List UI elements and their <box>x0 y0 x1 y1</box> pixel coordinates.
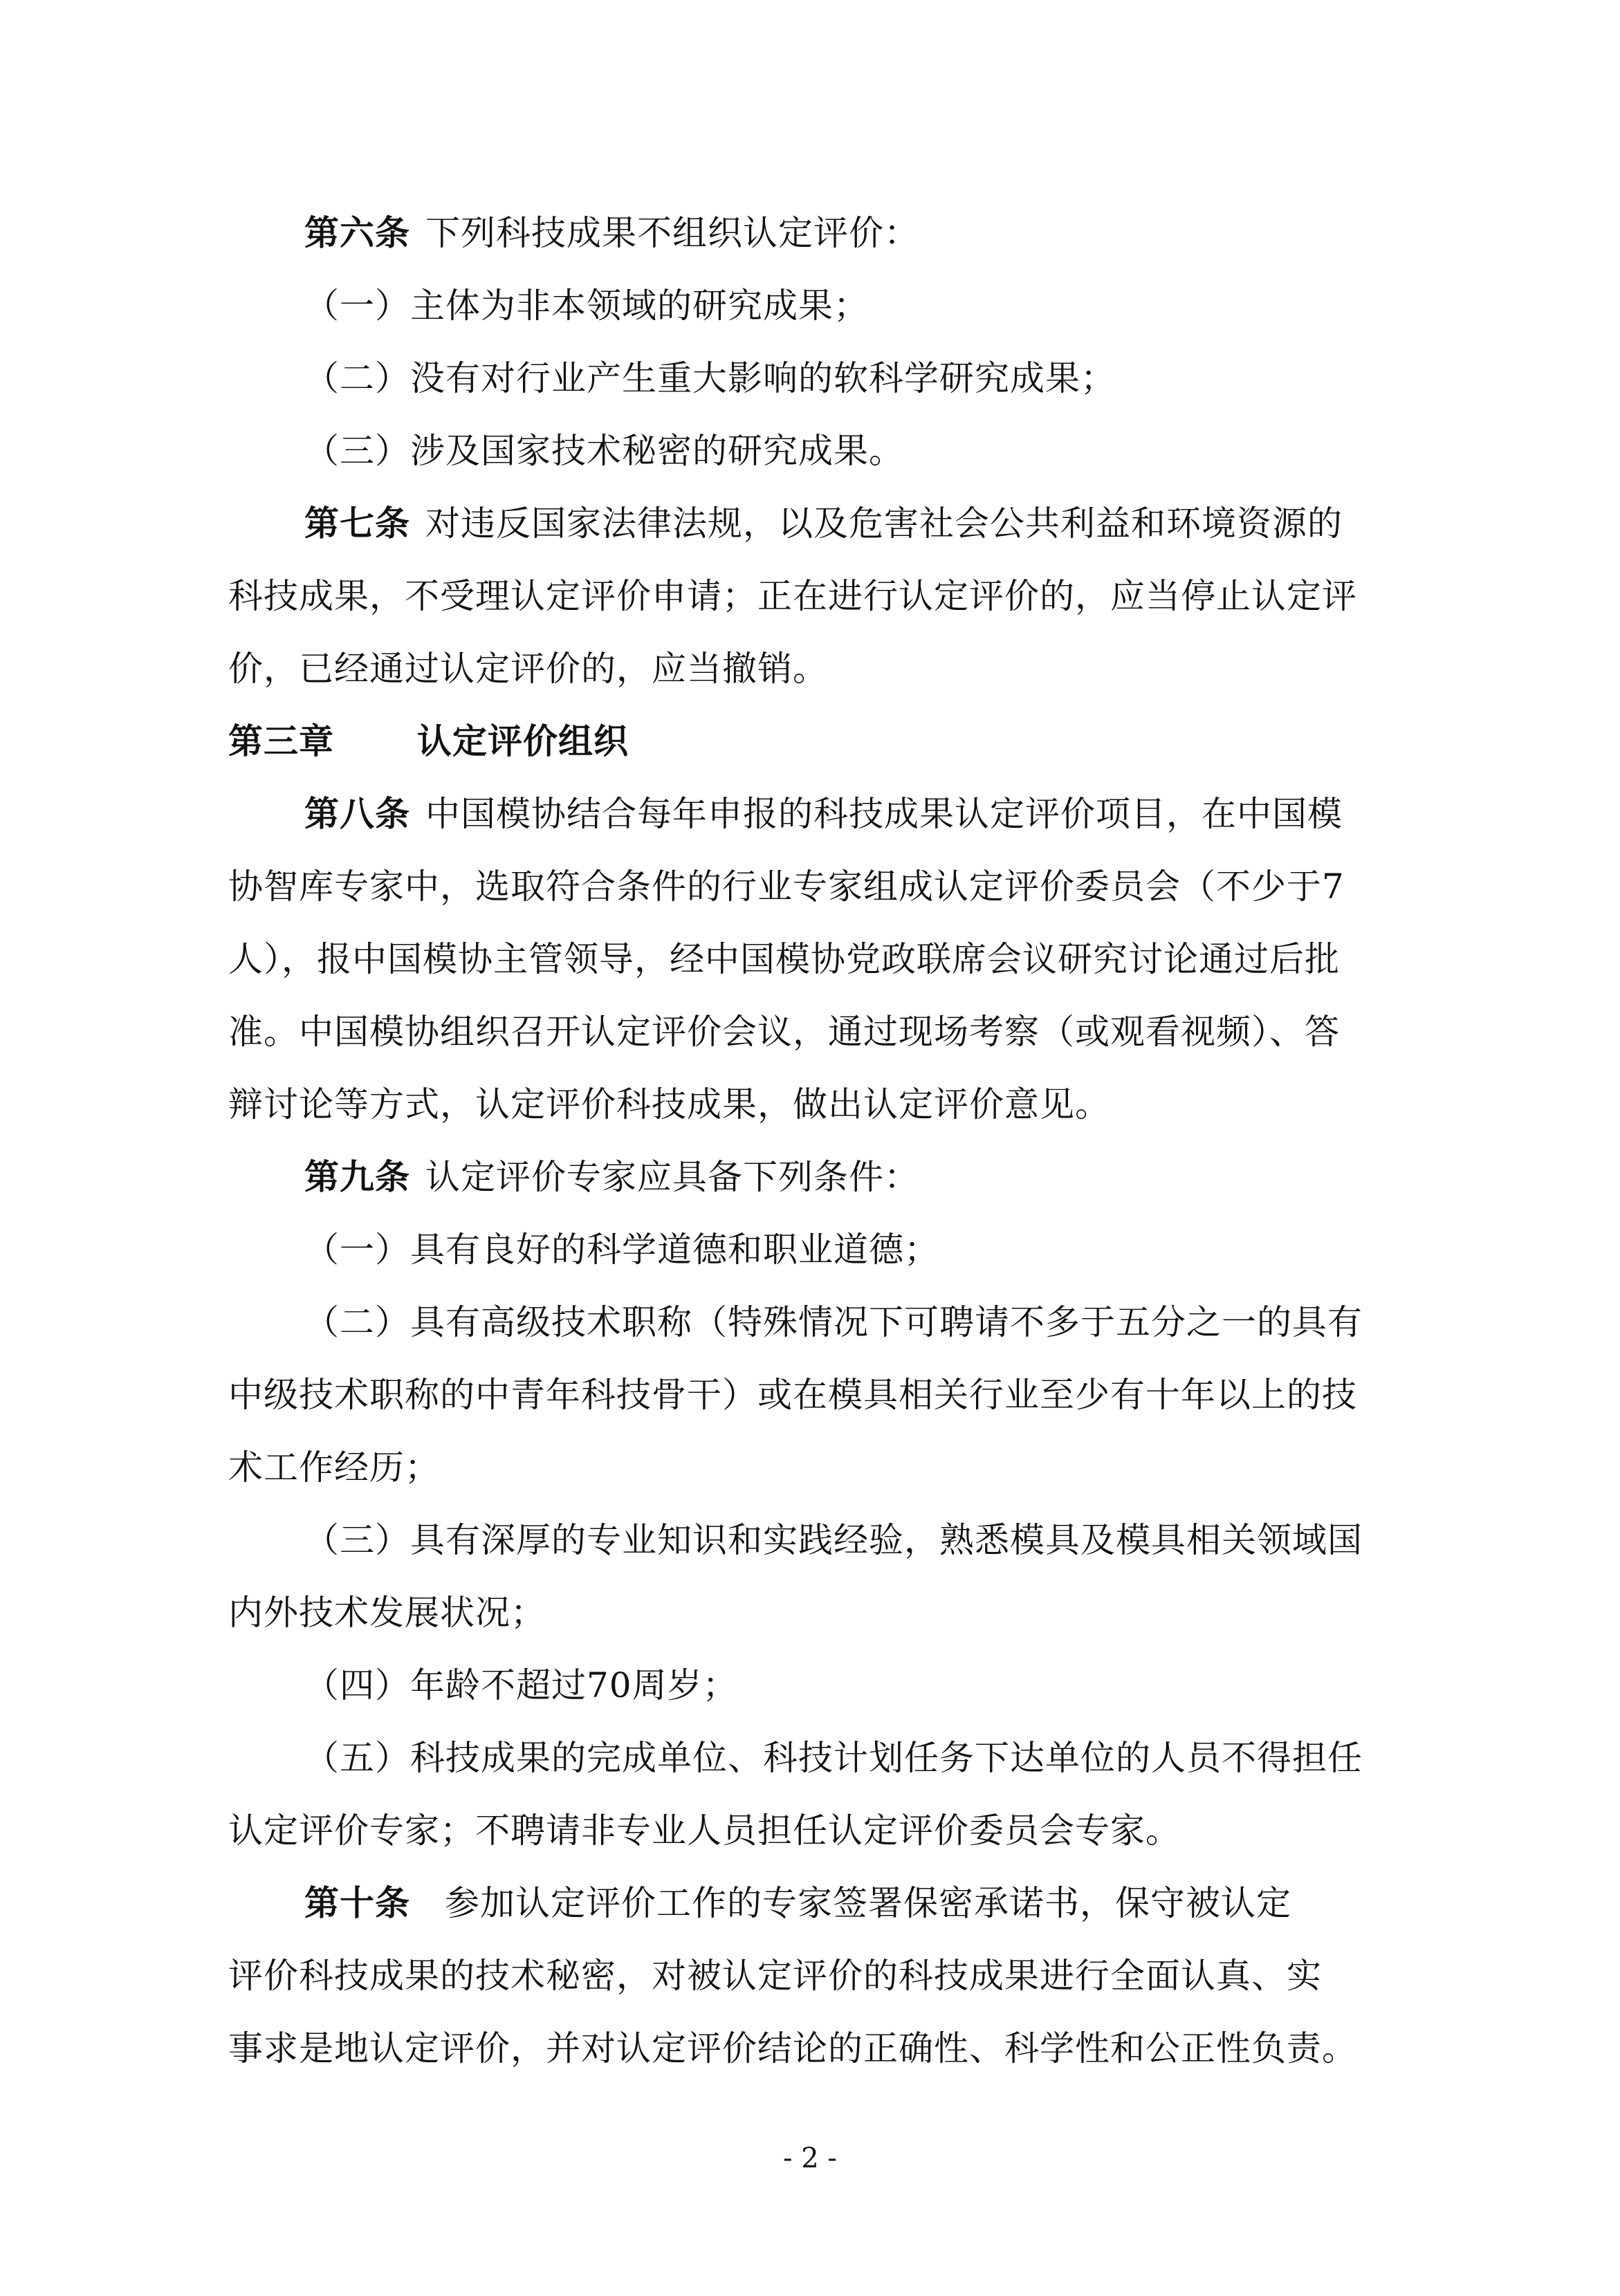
article-6-item-2: （二）没有对行业产生重大影响的软科学研究成果； <box>304 358 1116 398</box>
article-7-line-2: 科技成果，不受理认定评价申请；正在进行认定评价的，应当停止认定评 <box>228 576 1357 616</box>
chapter-3-heading <box>228 705 1446 778</box>
chapter-3-title: 认定评价组织 <box>417 721 629 761</box>
article-8-heading: 第八条 <box>304 794 410 834</box>
article-8-text-1: 中国模协结合每年申报的科技成果认定评价项目，在中国模 <box>425 794 1343 834</box>
article-9-item-5-line-2: 认定评价专家；不聘请非专业人员担任认定评价委员会专家。 <box>228 1811 1181 1851</box>
article-10-heading: 第十条 <box>304 1883 410 1923</box>
article-6-heading: 第六条 <box>304 213 410 253</box>
article-9-item-2-line-3: 术工作经历； <box>228 1447 440 1488</box>
article-7-heading: 第七条 <box>304 503 410 544</box>
document-body <box>228 197 1446 2085</box>
article-7-line-3: 价，已经通过认定评价的，应当撤销。 <box>228 649 828 689</box>
article-8-line-5: 辩讨论等方式，认定评价科技成果，做出认定评价意见。 <box>228 1084 1110 1124</box>
article-10-text-1: 参加认定评价工作的专家签署保密承诺书，保守被认定 <box>445 1883 1291 1923</box>
chapter-3-label: 第三章 <box>228 721 334 761</box>
article-8-line-2: 协智库专家中，选取符合条件的行业专家组成认定评价委员会（不少于7 <box>228 867 1345 907</box>
article-8-line-3: 人），报中国模协主管领导，经中国模协党政联席会议研究讨论通过后批 <box>228 939 1340 979</box>
article-8-line-1 <box>228 778 1446 851</box>
article-8-line-4: 准。中国模协组织召开认定评价会议，通过现场考察（或观看视频）、答 <box>228 1012 1340 1052</box>
article-7-text-1: 对违反国家法律法规，以及危害社会公共利益和环境资源的 <box>425 503 1343 544</box>
article-9-item-2-line-1: （二）具有高级技术职称（特殊情况下可聘请不多于五分之一的具有 <box>304 1302 1363 1342</box>
article-9-item-1: （一）具有良好的科学道德和职业道德； <box>304 1230 939 1270</box>
article-7-line-1 <box>228 488 1446 560</box>
article-9-heading: 第九条 <box>304 1157 410 1197</box>
article-9-line-1 <box>228 1141 1446 1214</box>
page-number: - 2 - <box>783 2142 837 2174</box>
article-9-text: 认定评价专家应具备下列条件： <box>425 1157 919 1197</box>
article-9-item-2-line-2: 中级技术职称的中青年科技骨干）或在模具相关行业至少有十年以上的技 <box>228 1375 1357 1415</box>
article-10-line-2: 评价科技成果的技术秘密，对被认定评价的科技成果进行全面认真、实 <box>228 1956 1322 1996</box>
article-9-item-3-line-2: 内外技术发展状况； <box>228 1593 546 1633</box>
article-9-item-3-line-1: （三）具有深厚的专业知识和实践经验，熟悉模具及模具相关领域国 <box>304 1520 1363 1560</box>
article-10-line-1 <box>228 1867 1446 1940</box>
article-6-line-1 <box>228 197 1446 270</box>
article-10-line-3: 事求是地认定评价，并对认定评价结论的正确性、科学性和公正性负责。 <box>228 2028 1357 2068</box>
article-6-text: 下列科技成果不组织认定评价： <box>425 213 919 253</box>
article-6-item-1: （一）主体为非本领域的研究成果； <box>304 286 869 326</box>
article-9-item-4: （四）年龄不超过70周岁； <box>304 1665 738 1705</box>
article-6-item-3: （三）涉及国家技术秘密的研究成果。 <box>304 431 904 471</box>
article-9-item-5-line-1: （五）科技成果的完成单位、科技计划任务下达单位的人员不得担任 <box>304 1738 1363 1778</box>
